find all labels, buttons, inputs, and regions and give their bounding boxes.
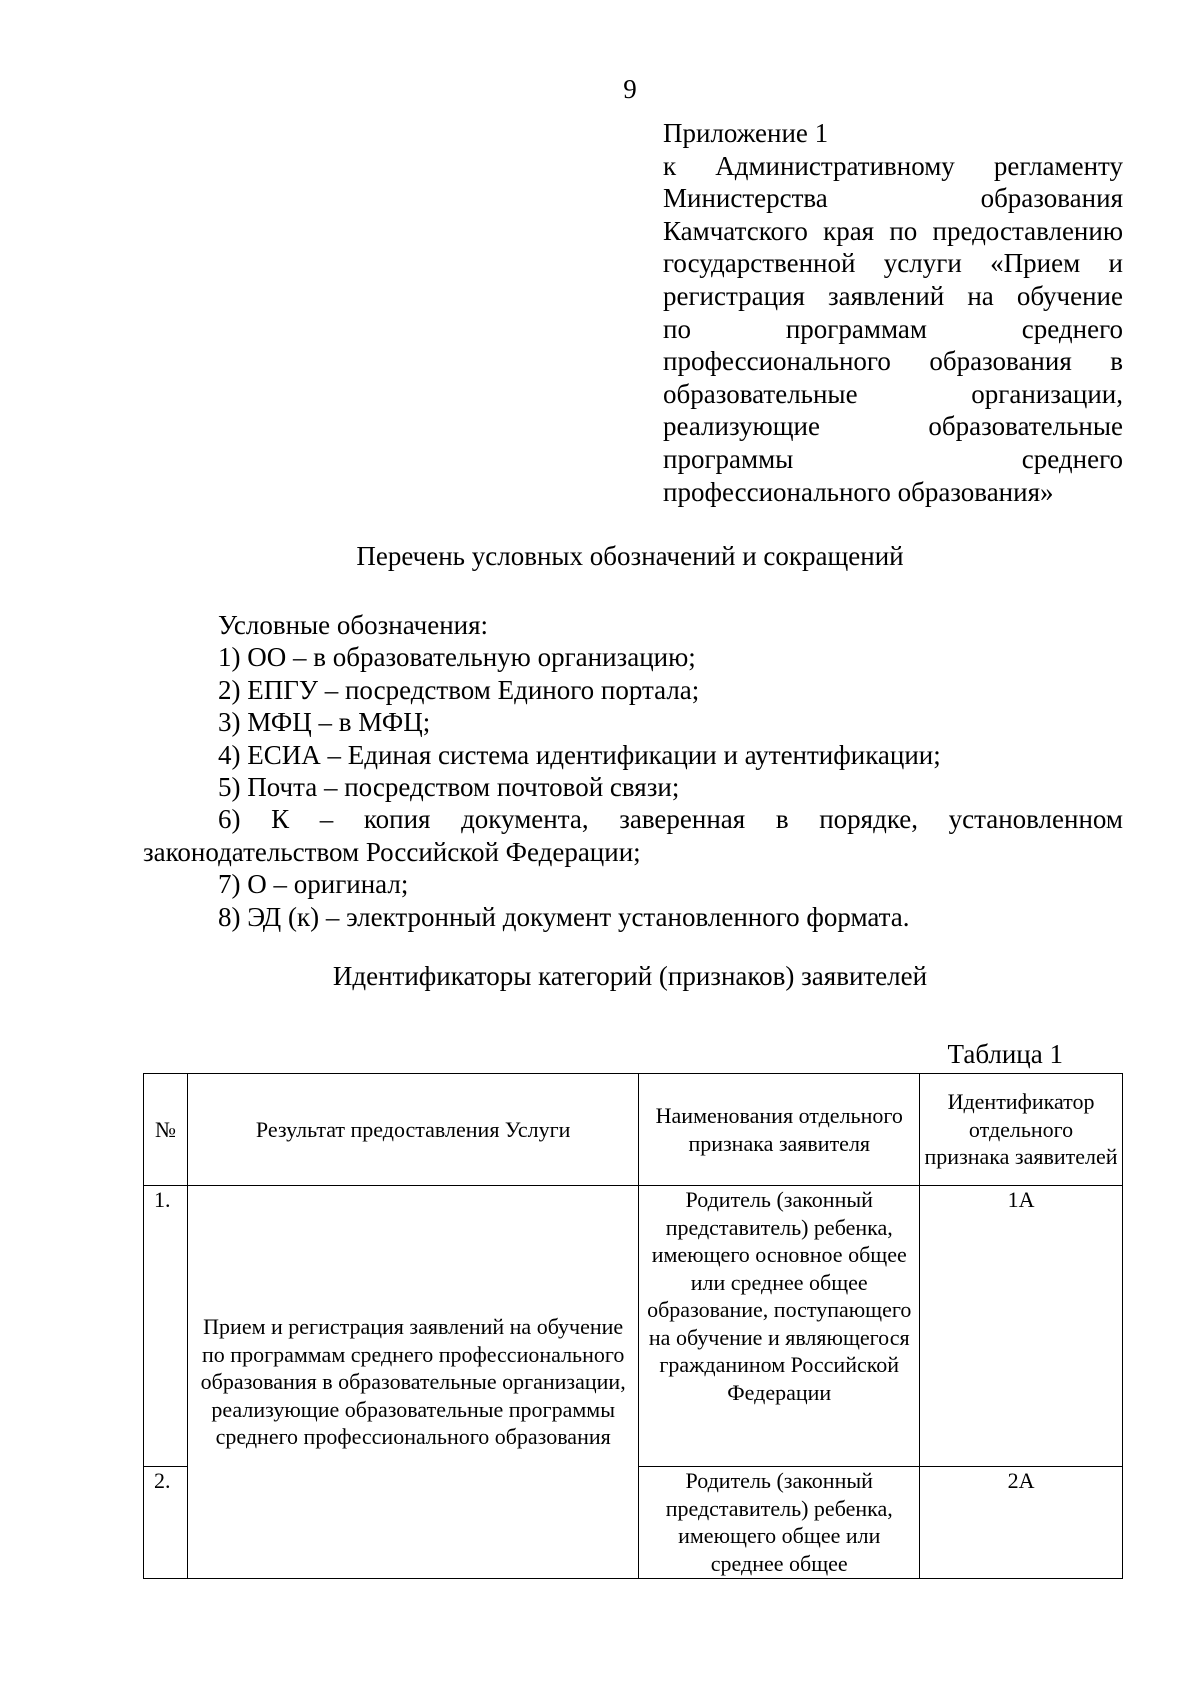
legend-item: 7) О – оригинал; [218,869,409,900]
appendix-line: реализующие образовательные [663,411,1123,442]
appendix-line: к Административному регламенту [663,150,1123,181]
feature-cell: Родитель (законный представитель) ребенка, имеющего общее или среднее общее [639,1467,920,1579]
header-result: Результат предоставления Услуги [187,1074,638,1186]
header-feature: Наименования отдельного признака заявителя [639,1074,920,1186]
table-row [144,1186,1123,1467]
header-number: № [144,1074,188,1186]
appendix-header [663,117,1123,508]
row-number: 1. [144,1186,188,1467]
identifier-cell: 2А [920,1467,1123,1579]
identifiers-table [143,1073,1123,1579]
feature-cell: Родитель (законный представитель) ребенка, имеющего основное общее или среднее общее образование, поступающего на обучение и являющегося гражданином Российской Федерации [639,1186,920,1467]
appendix-line: по программам среднего [663,313,1123,344]
result-cell: Прием и регистрация заявлений на обучение по программам среднего профессионального образования в образовательные организации, реализующие образовательные программы среднего профессионального образования [187,1186,638,1579]
table-header-row [144,1074,1123,1186]
appendix-line: государственной услуги «Прием и [663,248,1123,279]
appendix-line: программы среднего [663,443,1123,474]
appendix-line: регистрация заявлений на обучение [663,280,1123,311]
identifier-cell: 1А [920,1186,1123,1467]
legend-title: Перечень условных обозначений и сокращений [356,541,904,571]
legend-item: 3) МФЦ – в МФЦ; [218,707,431,738]
appendix-line: Приложение 1 [663,118,829,148]
appendix-line: Камчатского края по предоставлению [663,215,1123,246]
legend-item: 8) ЭД (к) – электронный документ установленного формата. [218,901,910,932]
row-number: 2. [144,1467,188,1579]
appendix-line: образовательные организации, [663,378,1123,409]
appendix-line: профессионального образования» [663,476,1054,507]
header-identifier: Идентификатор отдельного признака заявителей [920,1074,1123,1186]
legend-item: 1) ОО – в образовательную организацию; [218,642,696,673]
legend-item: 6) К – копия документа, заверенная в порядке, установленном законодательством Российской Федерации; [143,804,1123,867]
appendix-line: профессионального образования в [663,346,1123,377]
legend-item: 5) Почта – посредством почтовой связи; [218,772,680,803]
legend-item: 4) ЕСИА – Единая система идентификации и аутентификации; [218,739,941,770]
appendix-line: Министерства образования [663,183,1123,214]
legend-list [143,609,1123,933]
page-number: 9 [623,74,637,104]
identifiers-title: Идентификаторы категорий (признаков) заявителей [332,961,928,991]
legend-item: 2) ЕПГУ – посредством Единого портала; [218,674,700,705]
table-label: Таблица 1 [947,1039,1063,1069]
legend-intro: Условные обозначения: [218,610,489,640]
